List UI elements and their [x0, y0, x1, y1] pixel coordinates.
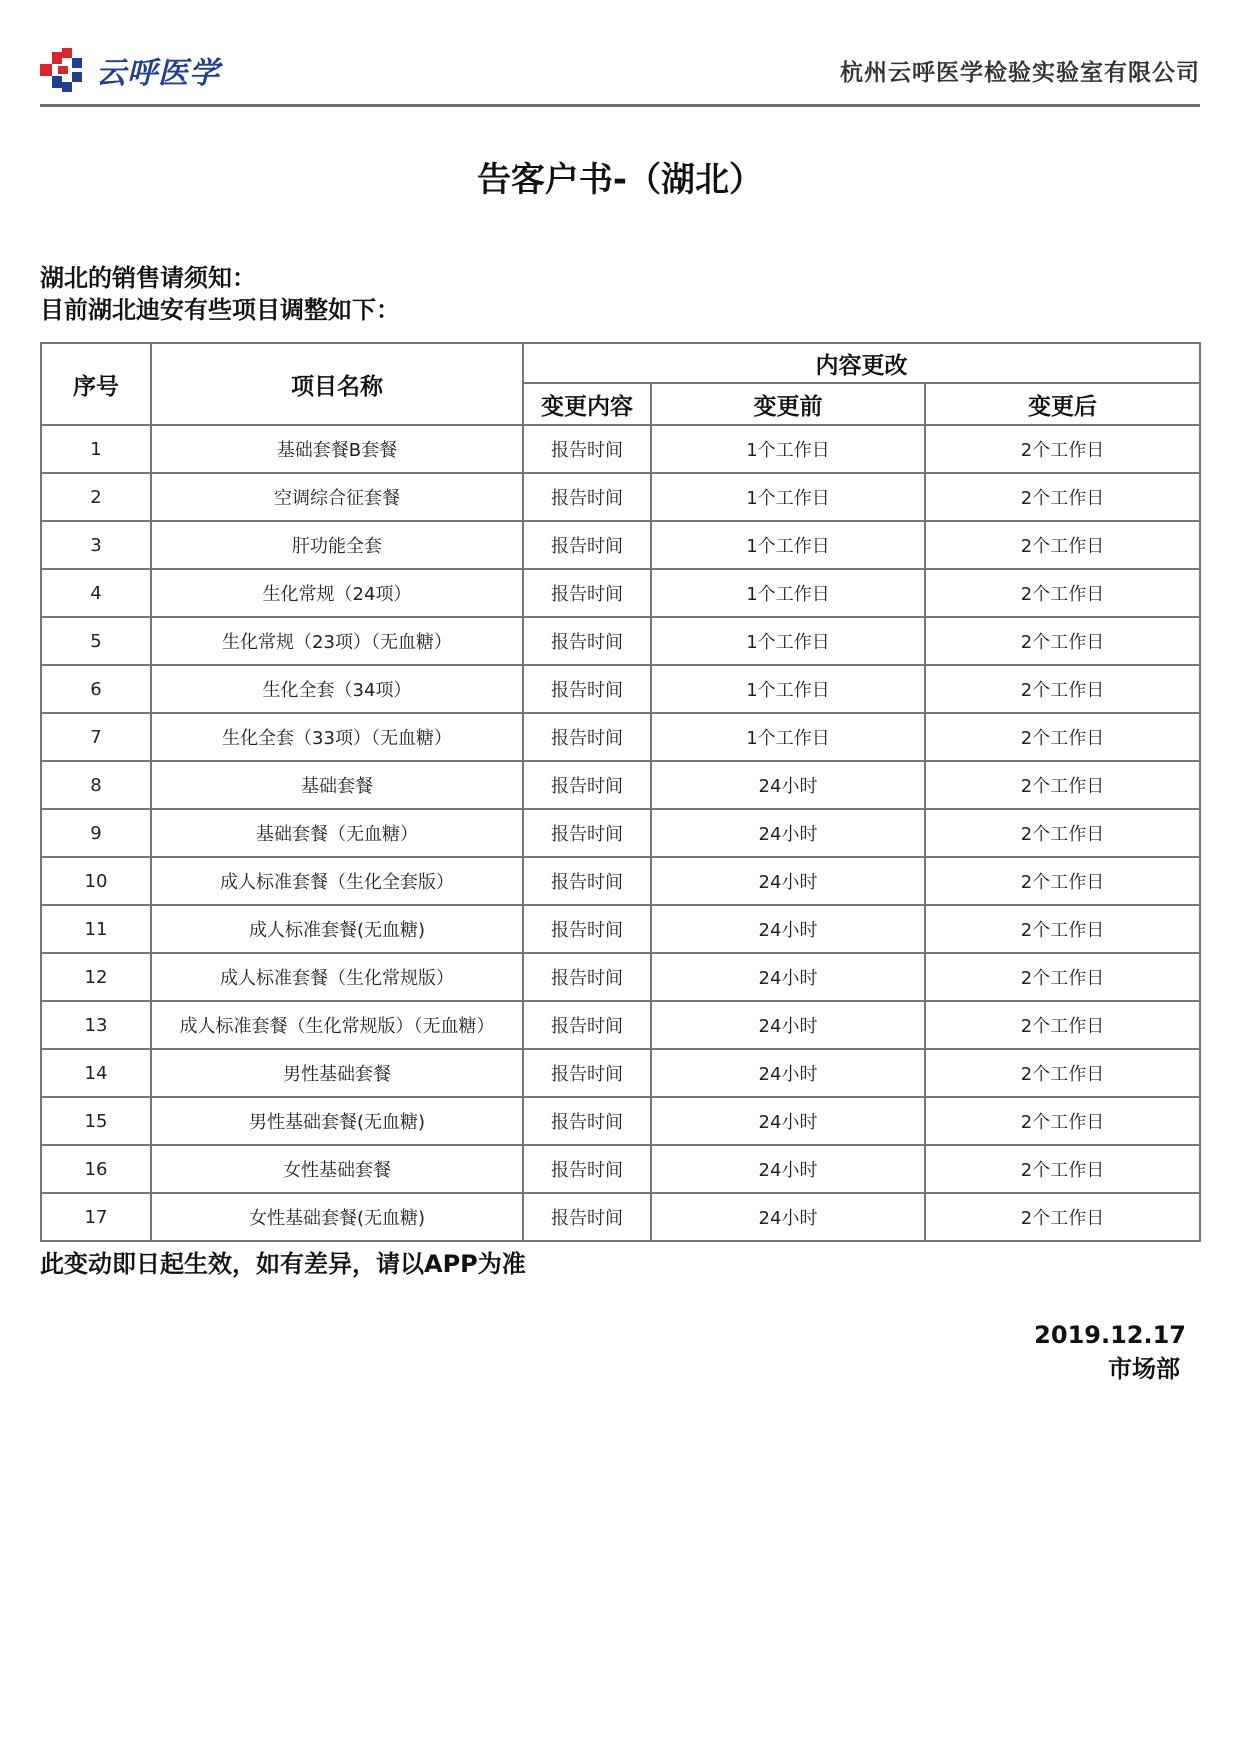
logo [40, 48, 220, 92]
cell-after: 2个工作日 [925, 905, 1200, 953]
cell-before: 1个工作日 [651, 521, 925, 569]
cell-name: 男性基础套餐(无血糖) [151, 1097, 523, 1145]
cell-before: 24小时 [651, 1097, 925, 1145]
cell-no: 16 [41, 1145, 151, 1193]
table-row [41, 953, 1200, 1001]
cell-no: 13 [41, 1001, 151, 1049]
cell-change: 报告时间 [523, 473, 651, 521]
cell-change: 报告时间 [523, 1097, 651, 1145]
cell-change: 报告时间 [523, 713, 651, 761]
cell-before: 1个工作日 [651, 569, 925, 617]
cell-before: 24小时 [651, 953, 925, 1001]
cell-name: 生化常规（24项） [151, 569, 523, 617]
header-after: 变更后 [925, 383, 1200, 425]
cell-change: 报告时间 [523, 905, 651, 953]
header-name: 项目名称 [151, 343, 523, 425]
cell-before: 24小时 [651, 761, 925, 809]
cell-before: 1个工作日 [651, 713, 925, 761]
cell-after: 2个工作日 [925, 713, 1200, 761]
table-row [41, 665, 1200, 713]
table-row [41, 521, 1200, 569]
intro-text [40, 262, 400, 326]
cell-after: 2个工作日 [925, 569, 1200, 617]
cell-name: 基础套餐 [151, 761, 523, 809]
header-change: 变更内容 [523, 383, 651, 425]
company-name: 杭州云呼医学检验实验室有限公司 [840, 60, 1200, 86]
cell-change: 报告时间 [523, 425, 651, 473]
cell-no: 17 [41, 1193, 151, 1241]
cell-after: 2个工作日 [925, 761, 1200, 809]
cell-change: 报告时间 [523, 665, 651, 713]
header-before: 变更前 [651, 383, 925, 425]
table-row [41, 761, 1200, 809]
cell-no: 1 [41, 425, 151, 473]
cell-after: 2个工作日 [925, 1145, 1200, 1193]
cell-after: 2个工作日 [925, 857, 1200, 905]
cell-before: 1个工作日 [651, 665, 925, 713]
table-row [41, 425, 1200, 473]
table-body [41, 425, 1200, 1241]
cell-before: 24小时 [651, 1001, 925, 1049]
cell-before: 1个工作日 [651, 425, 925, 473]
table-row [41, 1001, 1200, 1049]
cell-after: 2个工作日 [925, 521, 1200, 569]
table-row [41, 473, 1200, 521]
cell-before: 24小时 [651, 809, 925, 857]
cell-name: 成人标准套餐（生化常规版）（无血糖） [151, 1001, 523, 1049]
cell-name: 成人标准套餐（生化常规版） [151, 953, 523, 1001]
cell-after: 2个工作日 [925, 1001, 1200, 1049]
table-row [41, 569, 1200, 617]
cell-change: 报告时间 [523, 953, 651, 1001]
effective-notice: 此变动即日起生效，如有差异，请以APP为准 [40, 1250, 526, 1278]
table-row [41, 617, 1200, 665]
cell-name: 女性基础套餐 [151, 1145, 523, 1193]
intro-line-1: 湖北的销售请须知： [40, 264, 256, 292]
document-title: 告客户书-（湖北） [476, 160, 764, 200]
table-row [41, 713, 1200, 761]
cell-name: 生化全套（34项） [151, 665, 523, 713]
cell-after: 2个工作日 [925, 665, 1200, 713]
cell-no: 6 [41, 665, 151, 713]
cell-change: 报告时间 [523, 1145, 651, 1193]
cell-before: 24小时 [651, 1049, 925, 1097]
cell-after: 2个工作日 [925, 1049, 1200, 1097]
cell-change: 报告时间 [523, 617, 651, 665]
cell-no: 7 [41, 713, 151, 761]
cell-name: 成人标准套餐(无血糖) [151, 905, 523, 953]
cell-no: 10 [41, 857, 151, 905]
cell-after: 2个工作日 [925, 617, 1200, 665]
cell-no: 15 [41, 1097, 151, 1145]
cell-name: 男性基础套餐 [151, 1049, 523, 1097]
cell-after: 2个工作日 [925, 1193, 1200, 1241]
cell-change: 报告时间 [523, 521, 651, 569]
footer-department: 市场部 [1108, 1355, 1180, 1383]
cell-before: 24小时 [651, 1193, 925, 1241]
header-group: 内容更改 [523, 343, 1200, 383]
cell-after: 2个工作日 [925, 809, 1200, 857]
cell-before: 1个工作日 [651, 617, 925, 665]
cell-no: 8 [41, 761, 151, 809]
cell-after: 2个工作日 [925, 953, 1200, 1001]
cell-no: 9 [41, 809, 151, 857]
cell-change: 报告时间 [523, 1049, 651, 1097]
cell-before: 24小时 [651, 857, 925, 905]
cell-change: 报告时间 [523, 569, 651, 617]
changes-table [40, 342, 1201, 1242]
cell-before: 24小时 [651, 905, 925, 953]
cell-name: 生化常规（23项）（无血糖） [151, 617, 523, 665]
medical-cross-logo-icon [40, 48, 88, 92]
table-row [41, 1193, 1200, 1241]
cell-name: 基础套餐（无血糖） [151, 809, 523, 857]
cell-before: 1个工作日 [651, 473, 925, 521]
table-row [41, 905, 1200, 953]
table-row [41, 1049, 1200, 1097]
footer [1034, 1318, 1186, 1386]
cell-name: 空调综合征套餐 [151, 473, 523, 521]
table-row [41, 857, 1200, 905]
cell-change: 报告时间 [523, 857, 651, 905]
cell-no: 11 [41, 905, 151, 953]
cell-after: 2个工作日 [925, 473, 1200, 521]
cell-no: 3 [41, 521, 151, 569]
cell-after: 2个工作日 [925, 1097, 1200, 1145]
cell-name: 肝功能全套 [151, 521, 523, 569]
cell-no: 2 [41, 473, 151, 521]
cell-change: 报告时间 [523, 761, 651, 809]
cell-before: 24小时 [651, 1145, 925, 1193]
intro-line-2: 目前湖北迪安有些项目调整如下： [40, 296, 400, 324]
cell-name: 成人标准套餐（生化全套版） [151, 857, 523, 905]
cell-no: 4 [41, 569, 151, 617]
cell-change: 报告时间 [523, 1001, 651, 1049]
table-row [41, 809, 1200, 857]
cell-no: 12 [41, 953, 151, 1001]
cell-change: 报告时间 [523, 809, 651, 857]
header-no: 序号 [41, 343, 151, 425]
cell-after: 2个工作日 [925, 425, 1200, 473]
table-row [41, 1097, 1200, 1145]
cell-name: 基础套餐B套餐 [151, 425, 523, 473]
cell-change: 报告时间 [523, 1193, 651, 1241]
table-row [41, 1145, 1200, 1193]
cell-no: 5 [41, 617, 151, 665]
page-header [40, 40, 1200, 107]
cell-name: 女性基础套餐(无血糖) [151, 1193, 523, 1241]
cell-name: 生化全套（33项）（无血糖） [151, 713, 523, 761]
cell-no: 14 [41, 1049, 151, 1097]
footer-date: 2019.12.17 [1034, 1321, 1186, 1349]
logo-text: 云呼医学 [96, 56, 220, 91]
